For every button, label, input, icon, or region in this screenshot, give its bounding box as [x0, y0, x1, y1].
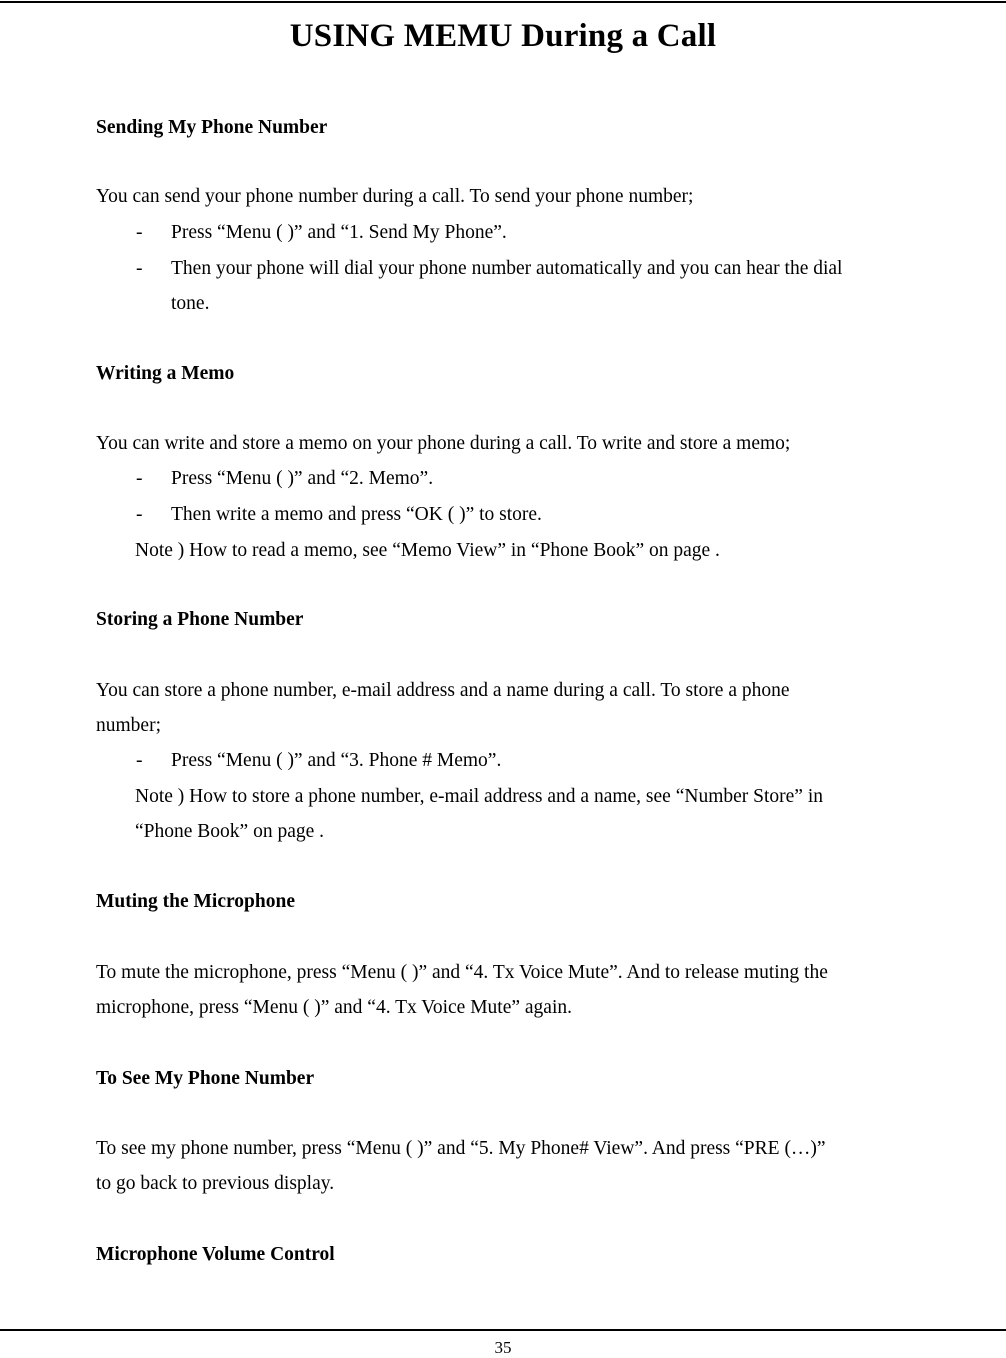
section-heading: Storing a Phone Number	[96, 609, 304, 630]
paragraph: number;	[96, 715, 161, 736]
section-heading: Microphone Volume Control	[96, 1244, 335, 1265]
list-item: Press “Menu ( )” and “3. Phone # Memo”.	[171, 750, 502, 771]
bullet-dash: -	[136, 258, 143, 279]
paragraph: To mute the microphone, press “Menu ( )” and “4. Tx Voice Mute”. And to release muting the	[96, 962, 828, 983]
bullet-dash: -	[136, 504, 143, 525]
paragraph: You can send your phone number during a call. To send your phone number;	[96, 186, 694, 207]
bullet-dash: -	[136, 750, 143, 771]
list-item: Press “Menu ( )” and “2. Memo”.	[171, 468, 434, 489]
bullet-dash: -	[136, 468, 143, 489]
section-heading: Sending My Phone Number	[96, 117, 328, 138]
section-heading: Writing a Memo	[96, 363, 235, 384]
paragraph: To see my phone number, press “Menu ( )” and “5. My Phone# View”. And press “PRE (…)”	[96, 1138, 826, 1159]
list-item: Then your phone will dial your phone number automatically and you can hear the dial	[171, 258, 843, 279]
list-item-continuation: tone.	[171, 293, 210, 314]
section-heading: To See My Phone Number	[96, 1068, 315, 1089]
note: Note ) How to read a memo, see “Memo View” in “Phone Book” on page .	[135, 540, 720, 561]
paragraph: You can write and store a memo on your phone during a call. To write and store a memo;	[96, 433, 791, 454]
paragraph: You can store a phone number, e-mail address and a name during a call. To store a phone	[96, 680, 790, 701]
paragraph: to go back to previous display.	[96, 1173, 335, 1194]
bottom-rule	[0, 1329, 1006, 1331]
page-title: USING MEMU During a Call	[289, 18, 717, 54]
list-item: Press “Menu ( )” and “1. Send My Phone”.	[171, 222, 507, 243]
bullet-dash: -	[136, 222, 143, 243]
list-item: Then write a memo and press “OK ( )” to store.	[171, 504, 542, 525]
paragraph: microphone, press “Menu ( )” and “4. Tx Voice Mute” again.	[96, 997, 572, 1018]
top-rule	[0, 1, 1006, 3]
section-heading: Muting the Microphone	[96, 891, 295, 912]
page-number: 35	[494, 1338, 512, 1357]
note: Note ) How to store a phone number, e-mail address and a name, see “Number Store” in	[135, 786, 823, 807]
note: “Phone Book” on page .	[135, 821, 325, 842]
